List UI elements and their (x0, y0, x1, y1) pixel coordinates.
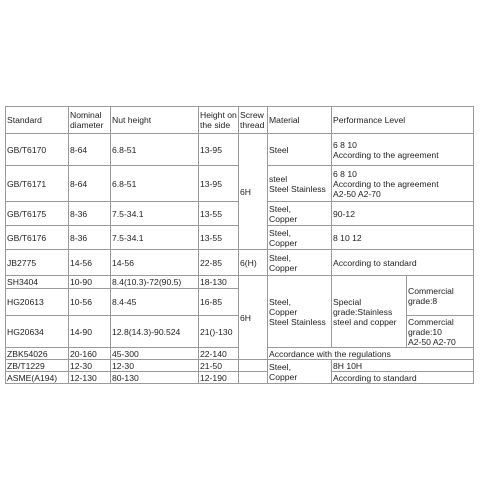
header-height-on-side: Height on the side (199, 107, 239, 134)
cell-diameter: 8-64 (69, 134, 111, 166)
cell-standard: GB/T6175 (6, 202, 69, 226)
table-row (6, 134, 474, 166)
cell-commercial-grade-10-text: Commercial grade:10 A2-50 A2-70 (408, 316, 456, 347)
nut-specification-table (5, 106, 474, 384)
cell-material (268, 250, 332, 276)
table-row (6, 372, 474, 384)
cell-performance (332, 166, 474, 202)
header-standard: Standard (6, 107, 69, 134)
cell-diameter: 12-130 (69, 372, 111, 384)
cell-nut-height: 7.5-34.1 (111, 226, 199, 250)
cell-side-height: 13-55 (199, 226, 239, 250)
cell-thread-6h: 6H (239, 276, 268, 360)
cell-nut-height: 7.5-34.1 (111, 202, 199, 226)
cell-nut-height: 6.8-51 (111, 166, 199, 202)
cell-commercial-grade-8: Commercial grade:8 (407, 276, 474, 316)
cell-side-height: 13-95 (199, 166, 239, 202)
cell-performance-text: 6 8 10 According to the agreement A2-50 A2-70 (333, 168, 439, 199)
cell-side-height: 13-55 (199, 202, 239, 226)
cell-thread-6h: 6H (239, 134, 268, 250)
cell-screw-thread: 6(H) (239, 250, 268, 276)
cell-side-height: 22-140 (199, 348, 239, 360)
cell-screw-thread-empty (239, 360, 268, 372)
cell-special-grade: Special grade:Stainless steel and copper (332, 276, 407, 348)
cell-nut-height: 14-56 (111, 250, 199, 276)
cell-side-height: 21-50 (199, 360, 239, 372)
cell-side-height: 18-130 (199, 276, 239, 289)
cell-performance: 90-12 (332, 202, 474, 226)
cell-nut-height: 12.8(14.3)-90.524 (111, 316, 199, 348)
cell-material-text: Steel, Copper (269, 361, 298, 382)
cell-material-group-text: Steel, Copper Steel Stainless (269, 296, 326, 327)
cell-diameter: 20-160 (69, 348, 111, 360)
table-row (6, 276, 474, 289)
cell-diameter: 10-90 (69, 276, 111, 289)
cell-material (268, 360, 332, 384)
cell-diameter: 8-64 (69, 166, 111, 202)
cell-standard: ASME(A194) (6, 372, 69, 384)
cell-nut-height: 6.8-51 (111, 134, 199, 166)
cell-standard: SH3404 (6, 276, 69, 289)
table-row (6, 250, 474, 276)
cell-standard: HG20634 (6, 316, 69, 348)
cell-diameter: 14-90 (69, 316, 111, 348)
cell-standard: GB/T6176 (6, 226, 69, 250)
cell-performance: Accordance with the regulations (268, 348, 474, 360)
cell-side-height: 22-85 (199, 250, 239, 276)
cell-material (268, 166, 332, 202)
cell-material-group (268, 276, 332, 348)
cell-diameter: 8-36 (69, 202, 111, 226)
cell-diameter: 10-56 (69, 289, 111, 316)
cell-nut-height: 8.4-45 (111, 289, 199, 316)
header-nominal-diameter: Nominal diameter (69, 107, 111, 134)
cell-material: Steel (268, 134, 332, 166)
header-material: Material (268, 107, 332, 134)
cell-material (268, 202, 332, 226)
cell-standard: ZBK54026 (6, 348, 69, 360)
header-row (6, 107, 474, 134)
cell-diameter: 12-30 (69, 360, 111, 372)
cell-material-text: Steel, Copper (269, 252, 298, 273)
cell-diameter: 8-36 (69, 226, 111, 250)
cell-side-height: 12-190 (199, 372, 239, 384)
cell-performance: According to standard (332, 250, 474, 276)
cell-nut-height: 8.4(10.3)-72(90.5) (111, 276, 199, 289)
header-nut-height: Nut height (111, 107, 199, 134)
cell-standard: ZB/T1229 (6, 360, 69, 372)
header-performance: Performance Level (332, 107, 474, 134)
cell-nut-height: 45-300 (111, 348, 199, 360)
cell-commercial-grade-10 (407, 316, 474, 348)
cell-material (268, 226, 332, 250)
cell-performance-text: 6 8 10 According to the agreement (333, 139, 439, 160)
cell-material-text: Steel, Copper (269, 203, 298, 224)
cell-material-text: steel Steel Stainless (269, 173, 326, 194)
cell-performance: 8H 10H (332, 360, 474, 372)
header-screw-thread: Screw thread (239, 107, 268, 134)
cell-performance (332, 134, 474, 166)
cell-standard: GB/T6170 (6, 134, 69, 166)
cell-standard: HG20613 (6, 289, 69, 316)
cell-nut-height: 12-30 (111, 360, 199, 372)
cell-standard: JB2775 (6, 250, 69, 276)
cell-standard: GB/T6171 (6, 166, 69, 202)
cell-performance: 8 10 12 (332, 226, 474, 250)
cell-screw-thread-empty (239, 372, 268, 384)
cell-side-height: 13-95 (199, 134, 239, 166)
cell-material-text: Steel, Copper (269, 227, 298, 248)
cell-performance: According to standard (332, 372, 474, 384)
cell-side-height: 21()-130 (199, 316, 239, 348)
table-row (6, 360, 474, 372)
cell-diameter: 14-56 (69, 250, 111, 276)
cell-nut-height: 80-130 (111, 372, 199, 384)
cell-side-height: 16-85 (199, 289, 239, 316)
